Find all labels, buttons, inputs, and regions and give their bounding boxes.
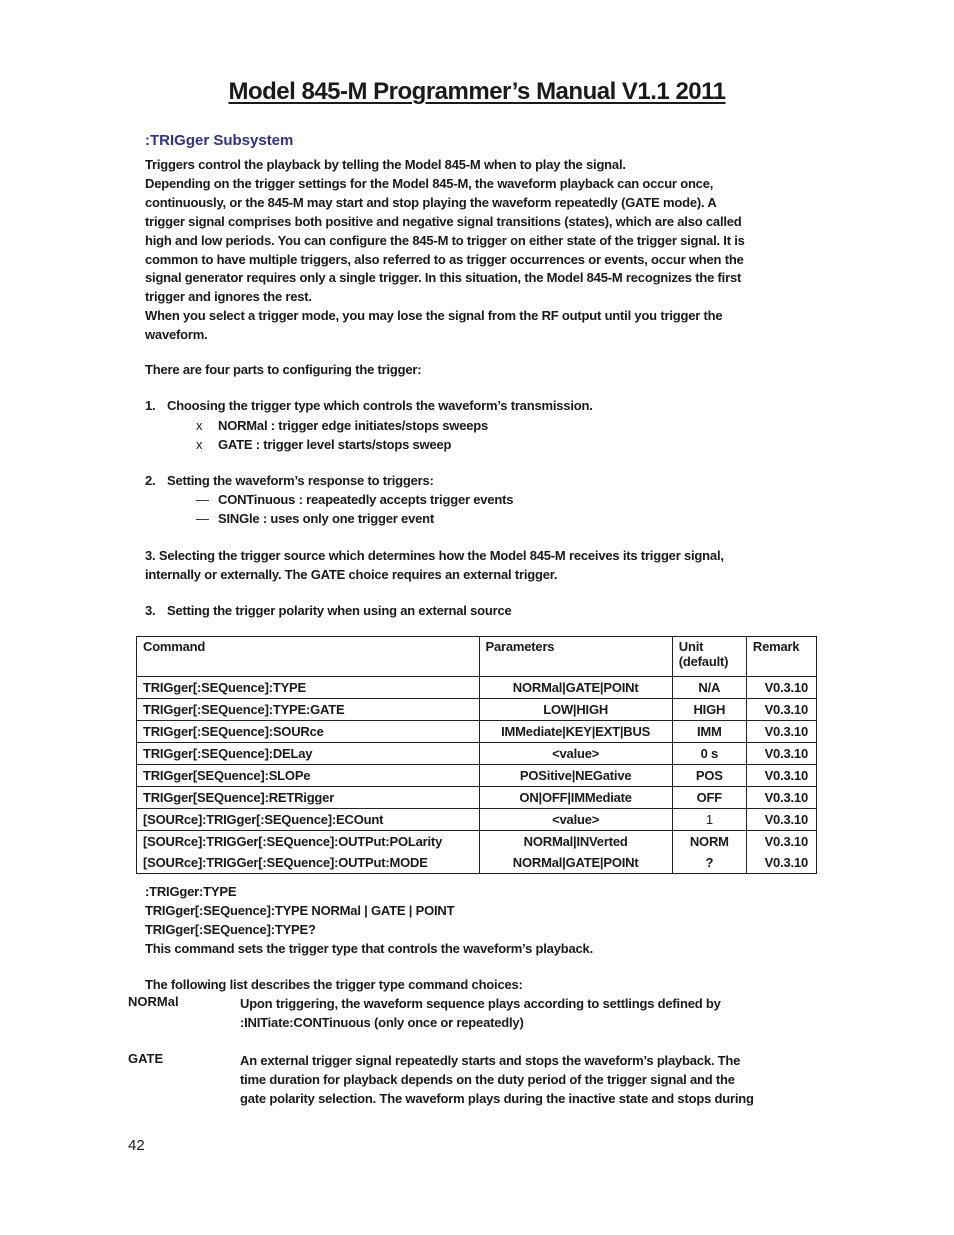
step-2-subitem [196, 511, 434, 526]
step-2 [145, 473, 434, 488]
table-row [137, 765, 817, 787]
cell-command: [SOURce]:TRIGGer[:SEQuence]:OUTPut:POLarity [137, 831, 480, 853]
cell-remark: V0.3.10 [746, 852, 816, 874]
cell-parameters: NORMal|GATE|POINt [479, 677, 672, 699]
table-row [137, 831, 817, 853]
cell-unit: OFF [672, 787, 746, 809]
dash-bullet-icon: — [196, 511, 209, 526]
step-3-line: 3. Selecting the trigger source which determines how the Model 845-M receives its trigger signal, [145, 548, 724, 563]
table-row [137, 677, 817, 699]
header-unit [672, 637, 746, 677]
cell-unit: ? [672, 852, 746, 874]
cell-unit: 0 s [672, 743, 746, 765]
cell-command: TRIGger[:SEQuence]:DELay [137, 743, 480, 765]
choice-line: :INITiate:CONTinuous (only once or repeatedly) [240, 1015, 524, 1030]
step-2-subitem [196, 492, 513, 507]
choice-line: gate polarity selection. The waveform plays during the inactive state and stops during [240, 1091, 754, 1106]
step-text: Setting the waveform’s response to triggers: [167, 473, 434, 488]
cell-unit: NORM [672, 831, 746, 853]
table-row [137, 699, 817, 721]
intro-line: continuously, or the 845-M may start and stop playing the waveform repeatedly (GATE mode). A [145, 194, 717, 210]
cell-parameters: POSitive|NEGative [479, 765, 672, 787]
choice-line: time duration for playback depends on the duty period of the trigger signal and the [240, 1072, 735, 1087]
trigger-type-section [145, 883, 805, 959]
choice-line: Upon triggering, the waveform sequence plays according to settlings defined by [240, 996, 721, 1011]
document-title [0, 78, 954, 106]
intro-line: Triggers control the playback by telling the Model 845-M when to play the signal. [145, 157, 626, 172]
header-unit-line: (default) [678, 654, 729, 669]
step-1-subitem [196, 437, 451, 452]
cell-command: TRIGger[SEQuence]:SLOPe [137, 765, 480, 787]
cell-parameters: NORMal|GATE|POINt [479, 852, 672, 874]
subitem-text: CONTinuous : reapeatedly accepts trigger events [218, 492, 514, 507]
section-heading: :TRIGger Subsystem [145, 132, 294, 149]
cell-command: [SOURce]:TRIGger[:SEQuence]:ECOunt [137, 809, 480, 831]
dash-bullet-icon: — [196, 492, 209, 507]
cell-unit: N/A [672, 677, 746, 699]
four-parts-intro: There are four parts to configuring the trigger: [145, 362, 422, 377]
table-header-row [137, 637, 817, 677]
cell-parameters: LOW|HIGH [479, 699, 672, 721]
table-row [137, 787, 817, 809]
cell-command: TRIGger[SEQuence]:RETRigger [137, 787, 480, 809]
cell-remark: V0.3.10 [746, 699, 816, 721]
choices-intro: The following list describes the trigger type command choices: [145, 977, 523, 992]
choice-label-gate: GATE [128, 1051, 164, 1066]
cell-unit: 1 [672, 809, 746, 831]
cell-command: TRIGger[:SEQuence]:TYPE [137, 677, 480, 699]
subitem-text: GATE : trigger level starts/stops sweep [218, 437, 452, 452]
choice-label-normal: NORMal [128, 994, 179, 1009]
page-number: 42 [128, 1137, 145, 1154]
cell-unit: IMM [672, 721, 746, 743]
cell-parameters: ON|OFF|IMMediate [479, 787, 672, 809]
command-table [136, 636, 817, 874]
choice-description-normal [240, 994, 810, 1032]
intro-line: trigger signal comprises both positive and negative signal transitions (states), which are also called [145, 213, 742, 229]
cell-remark: V0.3.10 [746, 765, 816, 787]
intro-line: trigger and ignores the rest. [145, 289, 312, 305]
cell-command: [SOURce]:TRIGGer[:SEQuence]:OUTPut:MODE [137, 852, 480, 874]
step-text: Choosing the trigger type which controls the waveform’s transmission. [167, 398, 593, 413]
step-3-line: internally or externally. The GATE choice requires an external trigger. [145, 566, 558, 582]
x-bullet-icon: x [196, 418, 203, 433]
choice-description-gate [240, 1051, 810, 1108]
trigger-type-syntax-query: TRIGger[:SEQuence]:TYPE? [145, 921, 316, 937]
cell-unit: HIGH [672, 699, 746, 721]
cell-parameters: NORMal|INVerted [479, 831, 672, 853]
header-parameters: Parameters [479, 637, 672, 677]
subitem-text: SINGle : uses only one trigger event [218, 511, 435, 526]
cell-parameters: <value> [479, 809, 672, 831]
cell-remark: V0.3.10 [746, 721, 816, 743]
header-remark: Remark [746, 637, 816, 677]
cell-remark: V0.3.10 [746, 787, 816, 809]
cell-remark: V0.3.10 [746, 809, 816, 831]
table-row [137, 743, 817, 765]
cell-parameters: <value> [479, 743, 672, 765]
intro-line: common to have multiple triggers, also referred to as trigger occurrences or events, occur when the [145, 251, 744, 267]
step-number: 2. [145, 473, 156, 488]
intro-line: signal generator requires only a single trigger. In this situation, the Model 845-M recognizes the first [145, 270, 742, 286]
step-number: 1. [145, 398, 156, 413]
header-unit-line: Unit [678, 639, 704, 654]
step-1 [145, 398, 593, 413]
subitem-text: NORMal : trigger edge initiates/stops sweeps [218, 418, 489, 433]
cell-parameters: IMMediate|KEY|EXT|BUS [479, 721, 672, 743]
intro-line: Depending on the trigger settings for the Model 845-M, the waveform playback can occur once, [145, 175, 714, 191]
step-3-paragraph [145, 547, 805, 585]
intro-line: waveform. [145, 327, 208, 343]
step-4 [145, 603, 512, 618]
intro-line: high and low periods. You can configure the 845-M to trigger on either state of the trigger signal. It is [145, 232, 745, 248]
intro-line: When you select a trigger mode, you may lose the signal from the RF output until you trigger the [145, 308, 723, 324]
step-text: Setting the trigger polarity when using an external source [167, 603, 512, 618]
document-title-text: Model 845-M Programmer’s Manual V1.1 2011 [228, 78, 726, 105]
choice-line: An external trigger signal repeatedly starts and stops the waveform’s playback. The [240, 1053, 741, 1068]
table-row [137, 852, 817, 874]
trigger-type-heading: :TRIGger:TYPE [145, 884, 237, 899]
header-command: Command [137, 637, 480, 677]
cell-remark: V0.3.10 [746, 677, 816, 699]
table-row [137, 721, 817, 743]
step-number: 3. [145, 603, 156, 618]
cell-remark: V0.3.10 [746, 743, 816, 765]
cell-command: TRIGger[:SEQuence]:TYPE:GATE [137, 699, 480, 721]
cell-unit: POS [672, 765, 746, 787]
cell-remark: V0.3.10 [746, 831, 816, 853]
trigger-type-description: This command sets the trigger type that controls the waveform’s playback. [145, 940, 593, 956]
table-row [137, 809, 817, 831]
step-1-subitem [196, 418, 488, 433]
intro-paragraph [145, 156, 805, 345]
x-bullet-icon: x [196, 437, 203, 452]
cell-command: TRIGger[:SEQuence]:SOURce [137, 721, 480, 743]
trigger-type-syntax-set: TRIGger[:SEQuence]:TYPE NORMal | GATE | POINT [145, 902, 455, 918]
